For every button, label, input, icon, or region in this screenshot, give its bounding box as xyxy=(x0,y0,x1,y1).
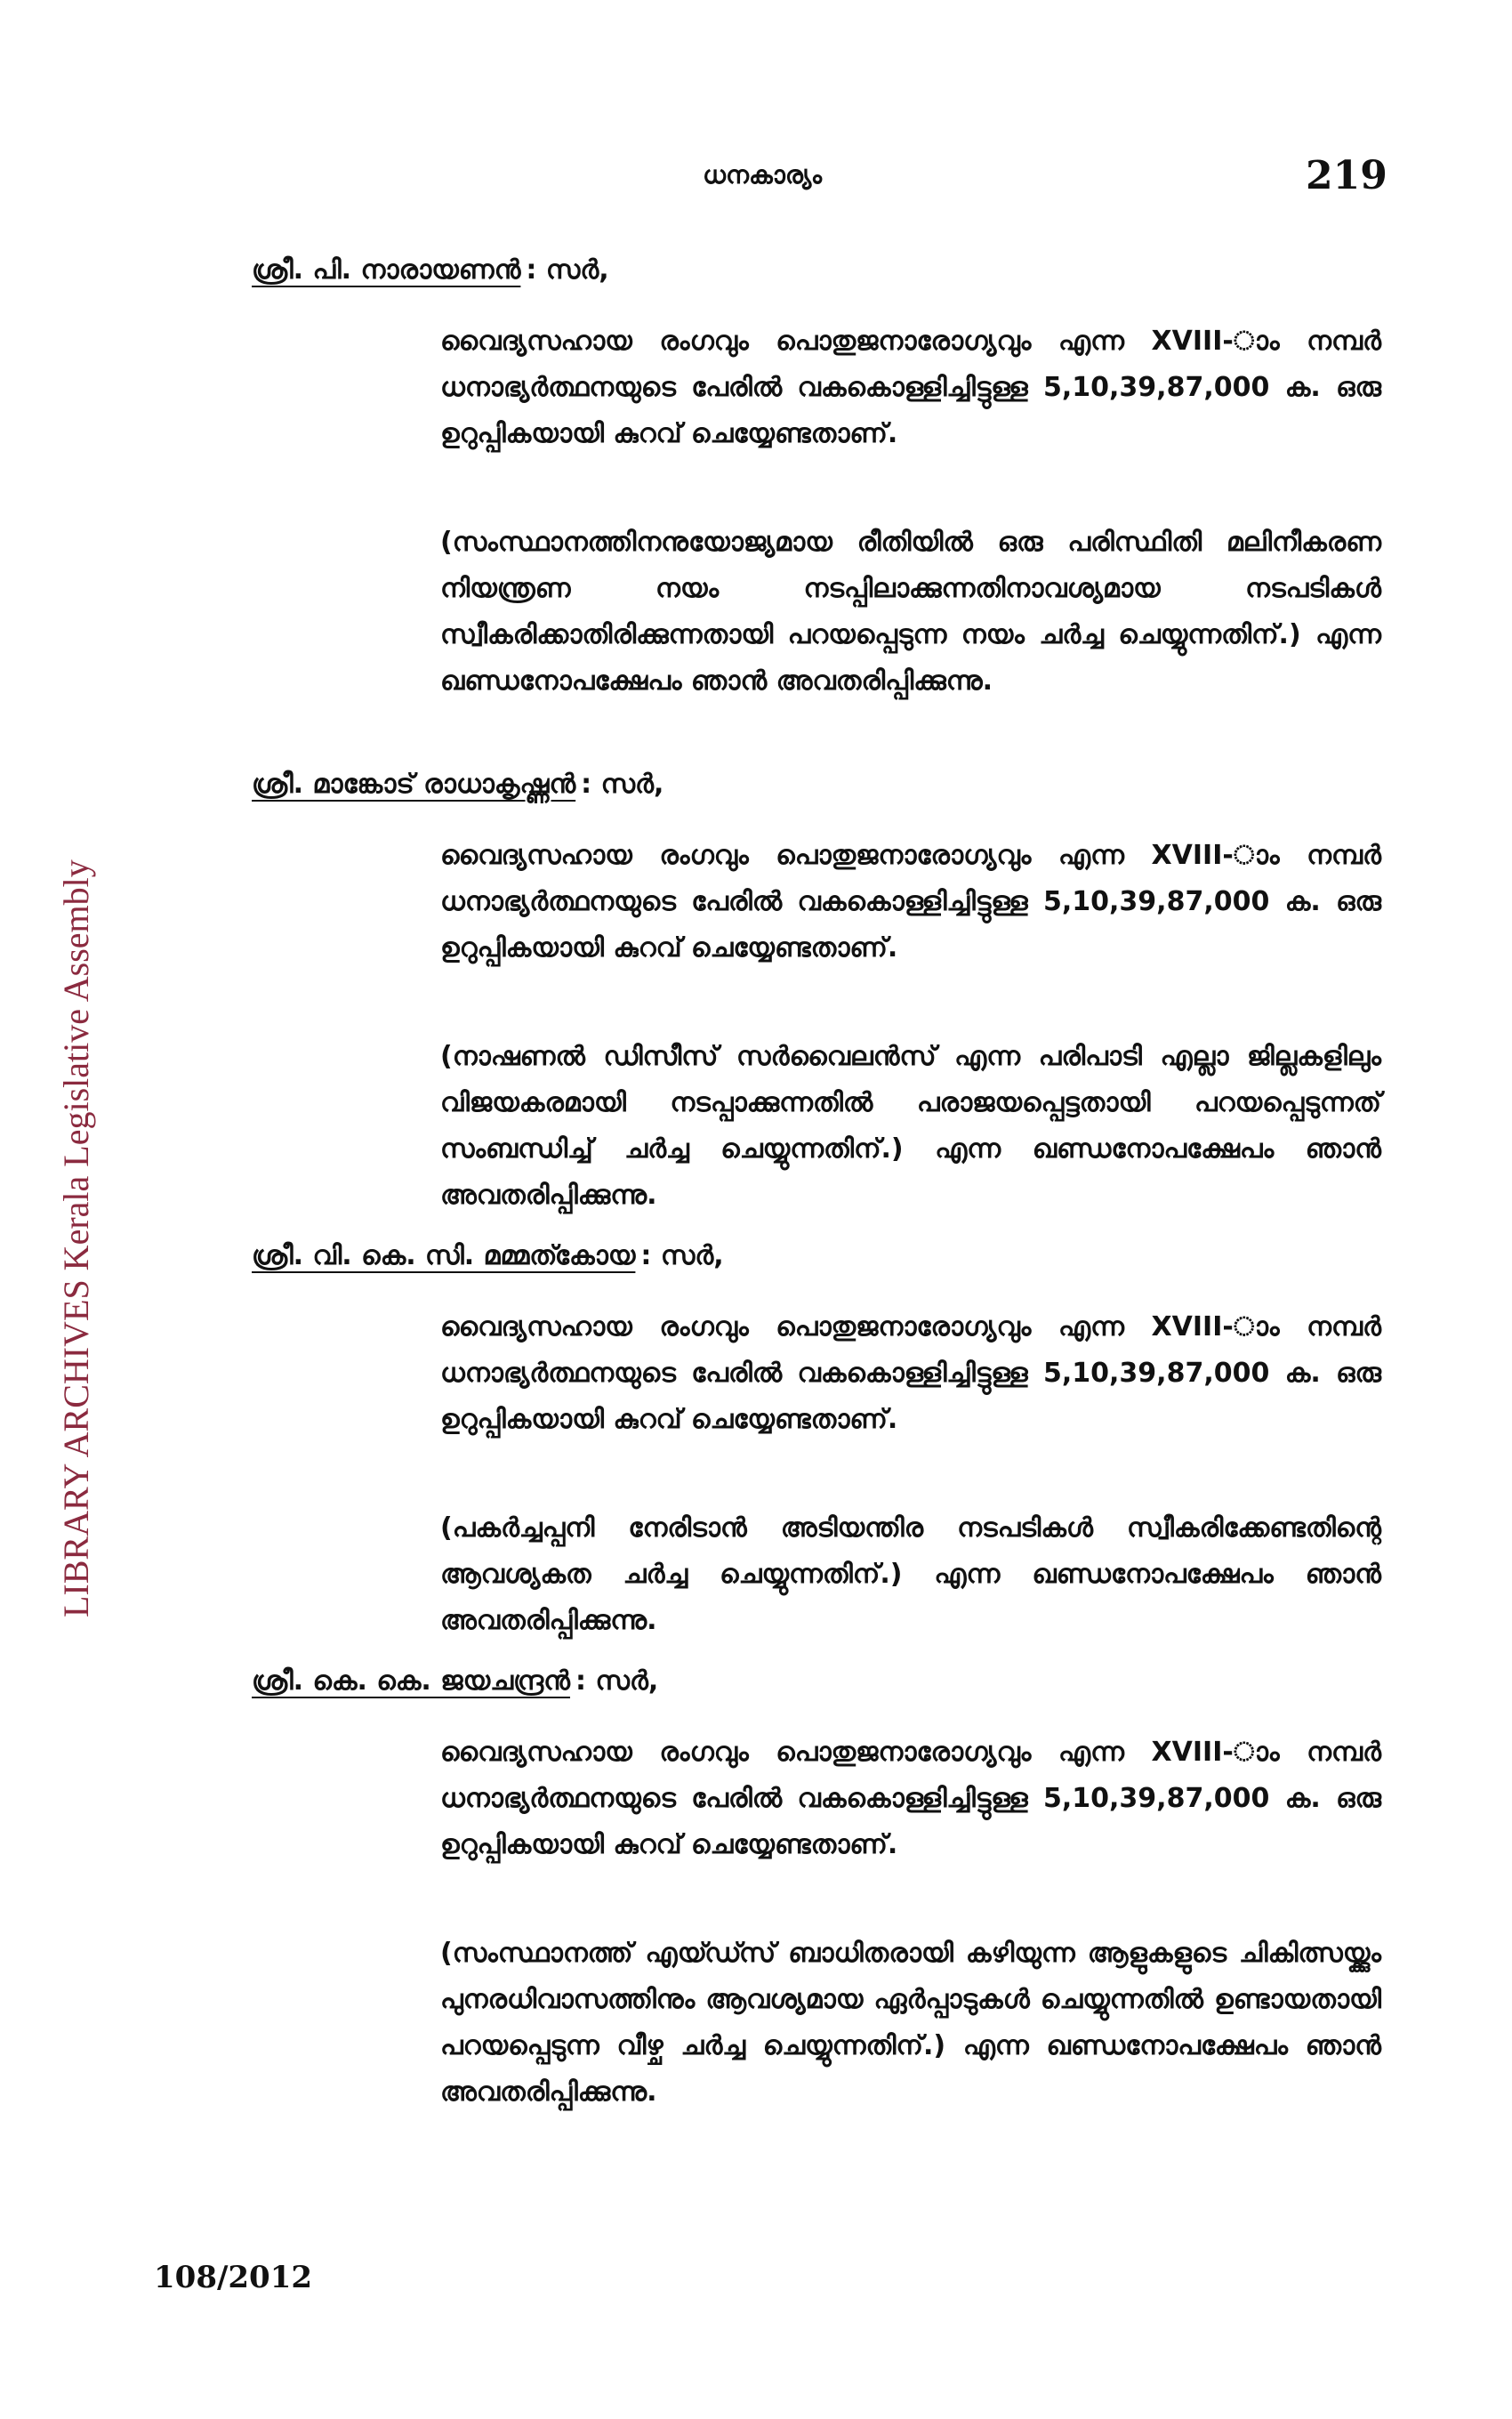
speaker-name: ശ്രീ. മാങ്കോട് രാധാകൃഷ്ണൻ xyxy=(252,769,576,800)
speaker-name: ശ്രീ. കെ. കെ. ജയചന്ദ്രൻ xyxy=(252,1665,570,1697)
speaker-line xyxy=(252,1240,724,1271)
running-head: ധനകാര്യം xyxy=(703,160,823,189)
speaker-address: : സർ, xyxy=(581,769,664,800)
archive-watermark: LIBRARY ARCHIVES Kerala Legislative Assembly xyxy=(56,859,96,1617)
motion-text: വൈദ്യസഹായ രംഗവും പൊതുജനാരോഗ്യവും എന്ന XVIII-ാം നമ്പർ ധനാഭ്യർത്ഥനയുടെ പേരിൽ വകകൊള്ളിച്ചിട്ടുള്ള 5,10,39,87,000 ക. ഒരു ഉറുപ്പികയായി കുറവ് ചെയ്യേണ്ടതാണ്. xyxy=(440,1737,1381,1860)
motion-reason: (നാഷണൽ ഡിസീസ് സർവൈലൻസ് എന്ന പരിപാടി എല്ലാ ജില്ലകളിലും വിജയകരമായി നടപ്പാക്കുന്നതിൽ പരാജയപ്പെട്ടതായി പറയപ്പെടുന്നത് സംബന്ധിച്ച് ചർച്ച ചെയ്യുന്നതിന്.) എന്ന ഖണ്ഡനോപക്ഷേപം ഞാൻ അവതരിപ്പിക്കുന്നു. xyxy=(440,1041,1381,1211)
speaker-address: : സർ, xyxy=(575,1665,659,1697)
speaker-line xyxy=(252,1665,658,1697)
speaker-line xyxy=(252,254,609,286)
footer-code: 108/2012 xyxy=(154,2260,313,2295)
speaker-address: : സർ, xyxy=(526,254,609,286)
motion-reason: (സംസ്ഥാനത്തിനനുയോജ്യമായ രീതിയിൽ ഒരു പരിസ്ഥിതി മലിനീകരണ നിയന്ത്രണ നയം നടപ്പിലാക്കുന്നതിനാവശ്യമായ നടപടികൾ സ്വീകരിക്കാതിരിക്കുന്നതായി പറയപ്പെടുന്ന നയം ചർച്ച ചെയ്യുന്നതിന്.) എന്ന ഖണ്ഡനോപക്ഷേപം ഞാൻ അവതരിപ്പിക്കുന്നു. xyxy=(440,527,1381,697)
motion-text: വൈദ്യസഹായ രംഗവും പൊതുജനാരോഗ്യവും എന്ന XVIII-ാം നമ്പർ ധനാഭ്യർത്ഥനയുടെ പേരിൽ വകകൊള്ളിച്ചിട്ടുള്ള 5,10,39,87,000 ക. ഒരു ഉറുപ്പികയായി കുറവ് ചെയ്യേണ്ടതാണ്. xyxy=(440,326,1381,449)
speaker-line xyxy=(252,769,664,800)
speaker-name: ശ്രീ. പി. നാരായണൻ xyxy=(252,254,521,286)
speaker-address: : സർ, xyxy=(640,1240,724,1271)
motion-text: വൈദ്യസഹായ രംഗവും പൊതുജനാരോഗ്യവും എന്ന XVIII-ാം നമ്പർ ധനാഭ്യർത്ഥനയുടെ പേരിൽ വകകൊള്ളിച്ചിട്ടുള്ള 5,10,39,87,000 ക. ഒരു ഉറുപ്പികയായി കുറവ് ചെയ്യേണ്ടതാണ്. xyxy=(440,1311,1381,1435)
motion-reason: (പകർച്ചപ്പനി നേരിടാൻ അടിയന്തിര നടപടികൾ സ്വീകരിക്കേണ്ടതിന്റെ ആവശ്യകത ചർച്ച ചെയ്യുന്നതിന്.) എന്ന ഖണ്ഡനോപക്ഷേപം ഞാൻ അവതരിപ്പിക്കുന്നു. xyxy=(440,1512,1381,1636)
speaker-name: ശ്രീ. വി. കെ. സി. മമ്മത്കോയ xyxy=(252,1240,636,1271)
motion-text: വൈദ്യസഹായ രംഗവും പൊതുജനാരോഗ്യവും എന്ന XVIII-ാം നമ്പർ ധനാഭ്യർത്ഥനയുടെ പേരിൽ വകകൊള്ളിച്ചിട്ടുള്ള 5,10,39,87,000 ക. ഒരു ഉറുപ്പികയായി കുറവ് ചെയ്യേണ്ടതാണ്. xyxy=(440,840,1381,964)
motion-reason: (സംസ്ഥാനത്ത് എയ്ഡ്സ് ബാധിതരായി കഴിയുന്ന ആളുകളുടെ ചികിത്സയ്ക്കും പുനരധിവാസത്തിനും ആവശ്യമായ ഏർപ്പാടുകൾ ചെയ്യുന്നതിൽ ഉണ്ടായതായി പറയപ്പെടുന്ന വീഴ്ച ചർച്ച ചെയ്യുന്നതിന്.) എന്ന ഖണ്ഡനോപക്ഷേപം ഞാൻ അവതരിപ്പിക്കുന്നു. xyxy=(440,1938,1381,2108)
page-number: 219 xyxy=(1306,153,1387,198)
